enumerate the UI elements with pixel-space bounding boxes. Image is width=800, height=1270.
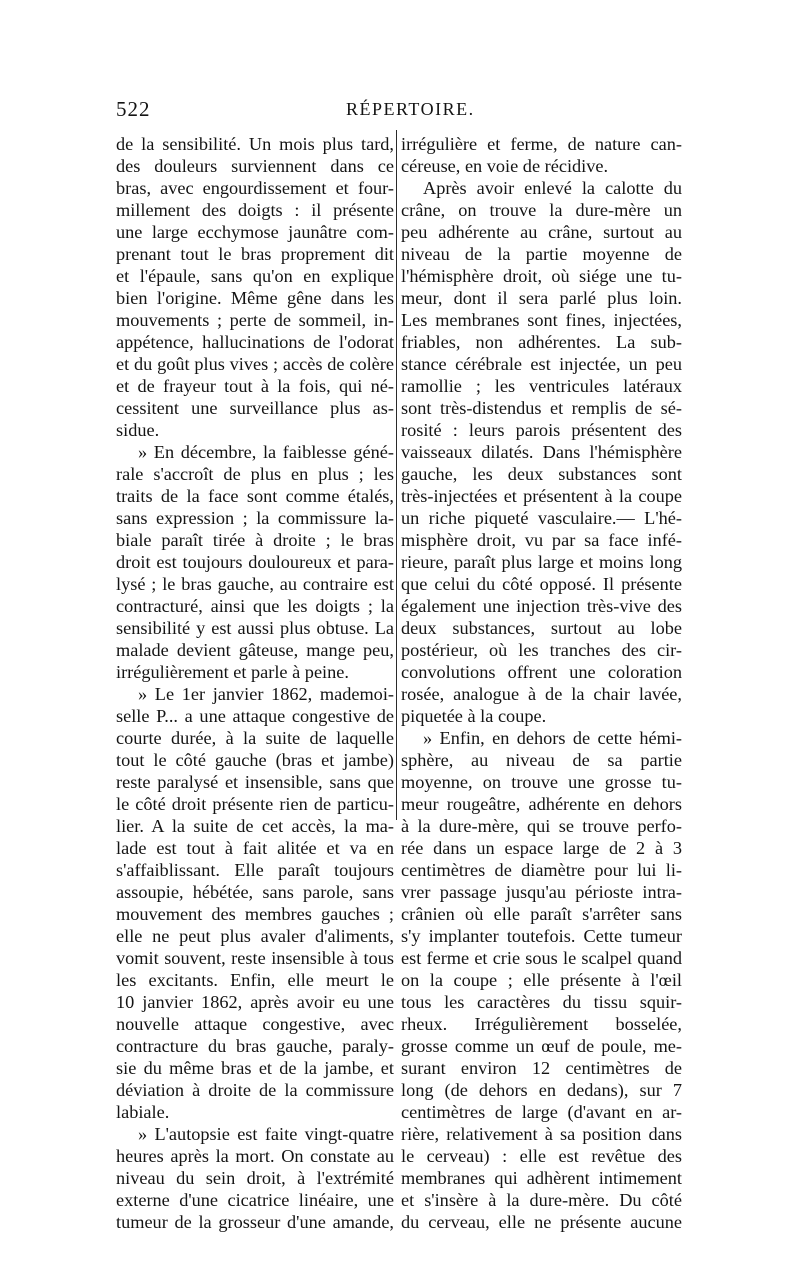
- text-line: millement des doigts : il présente: [116, 200, 394, 220]
- text-line: friables, non adhérentes. La sub-: [401, 332, 682, 352]
- text-line: gauche, les deux substances sont: [401, 464, 682, 484]
- page-number: 522: [116, 97, 151, 121]
- page-header: [116, 97, 681, 125]
- text-line: une large ecchymose jaunâtre com-: [116, 222, 394, 242]
- text-line: assoupie, hébétée, sans parole, sans: [116, 882, 394, 902]
- text-line: rieure, paraît plus large et moins long: [401, 552, 682, 572]
- text-line: Après avoir enlevé la calotte du: [423, 178, 682, 198]
- text-line: peu adhérente au crâne, surtout au: [401, 222, 682, 242]
- text-line: contracture du bras gauche, paraly-: [116, 1036, 394, 1056]
- text-line: long (de dehors en dedans), sur 7: [401, 1080, 682, 1100]
- text-line: irrégulière et ferme, de nature can-: [401, 134, 682, 154]
- text-line: ramollie ; les ventricules latéraux: [401, 376, 682, 396]
- text-line: crânien où elle paraît s'arrêter sans: [401, 904, 682, 924]
- text-line: crâne, on trouve la dure-mère un: [401, 200, 682, 220]
- text-line: malade devient gâteuse, mange peu,: [116, 640, 394, 660]
- text-line: lade est tout à fait alitée et va en: [116, 838, 394, 858]
- text-line: moyenne, on trouve une grosse tu-: [401, 772, 682, 792]
- text-line: bien l'origine. Même gêne dans les: [116, 288, 394, 308]
- text-line: que celui du côté opposé. Il présente: [401, 574, 682, 594]
- text-line: deux substances, surtout au lobe: [401, 618, 682, 638]
- text-line: vomit souvent, reste insensible à tous: [116, 948, 394, 968]
- text-line: biale paraît tirée à droite ; le bras: [116, 530, 394, 550]
- text-line: et l'épaule, sans qu'on en explique: [116, 266, 394, 286]
- text-line: traits de la face sont comme étalés,: [116, 486, 394, 506]
- running-title: RÉPERTOIRE.: [346, 99, 475, 119]
- text-line: sie du même bras et de la jambe, et: [116, 1058, 394, 1078]
- text-line: reste paralysé et insensible, sans que: [116, 772, 394, 792]
- text-line: Les membranes sont fines, injectées,: [401, 310, 682, 330]
- text-line: rheux. Irrégulièrement bosselée,: [401, 1014, 682, 1034]
- text-line: labiale.: [116, 1102, 170, 1122]
- text-line: convolutions offrent une coloration: [401, 662, 682, 682]
- text-line: contracturé, ainsi que les doigts ; la: [116, 596, 394, 616]
- text-line: heures après la mort. On constate au: [116, 1146, 394, 1166]
- text-line: courte durée, à la suite de laquelle: [116, 728, 394, 748]
- text-line: est ferme et crie sous le scalpel quand: [401, 948, 682, 968]
- text-line: un riche piqueté vasculaire.— L'hé-: [401, 508, 682, 528]
- text-line: vrer passage jusqu'au périoste intra-: [401, 882, 682, 902]
- text-line: les excitants. Enfin, elle meurt le: [116, 970, 394, 990]
- text-line: » Enfin, en dehors de cette hémi-: [423, 728, 682, 748]
- text-line: » Le 1er janvier 1862, mademoi-: [138, 684, 394, 704]
- text-line: centimètres de large (d'avant en ar-: [401, 1102, 682, 1122]
- text-line: grosse comme un œuf de poule, me-: [401, 1036, 682, 1056]
- text-line: membranes qui adhèrent intimement: [401, 1168, 682, 1188]
- text-line: et du goût plus vives ; accès de colère: [116, 354, 394, 374]
- text-line: vaisseaux dilatés. Dans l'hémisphère: [401, 442, 682, 462]
- text-line: tous les caractères du tissu squir-: [401, 992, 682, 1012]
- text-line: l'hémisphère droit, où siége une tu-: [401, 266, 682, 286]
- text-line: le côté droit présente rien de particu-: [116, 794, 394, 814]
- text-line: sphère, au niveau de sa partie: [401, 750, 682, 770]
- text-line: elle ne peut plus avaler d'aliments,: [116, 926, 394, 946]
- text-line: sidue.: [116, 420, 160, 440]
- text-line: postérieur, où les tranches des cir-: [401, 640, 682, 660]
- text-line: céreuse, en voie de récidive.: [401, 156, 609, 176]
- text-line: lysé ; le bras gauche, au contraire est: [116, 574, 394, 594]
- text-line: s'affaiblissant. Elle paraît toujours: [116, 860, 394, 880]
- text-line: de la sensibilité. Un mois plus tard,: [116, 134, 394, 154]
- text-line: cessitent une surveillance plus as-: [116, 398, 394, 418]
- column-divider: [396, 130, 397, 820]
- text-line: s'y implanter toutefois. Cette tumeur: [401, 926, 682, 946]
- text-line: tumeur de la grosseur d'une amande,: [116, 1212, 394, 1232]
- text-line: déviation à droite de la commissure: [116, 1080, 394, 1100]
- text-line: le cerveau) : elle est revêtue des: [401, 1146, 682, 1166]
- text-line: et de frayeur tout à la fois, qui né-: [116, 376, 394, 396]
- text-line: mouvement des membres gauches ;: [116, 904, 394, 924]
- text-line: misphère droit, vu par sa face infé-: [401, 530, 682, 550]
- text-line: sans expression ; la commissure la-: [116, 508, 394, 528]
- text-line: meur rougeâtre, adhérente en dehors: [401, 794, 682, 814]
- text-line: mouvements ; perte de sommeil, in-: [116, 310, 394, 330]
- text-line: du cerveau, elle ne présente aucune: [401, 1212, 682, 1232]
- text-line: bras, avec engourdissement et four-: [116, 178, 394, 198]
- text-line: des douleurs surviennent dans ce: [116, 156, 394, 176]
- text-line: prenant tout le bras proprement dit: [116, 244, 394, 264]
- text-line: appétence, hallucinations de l'odorat: [116, 332, 394, 352]
- text-line: piquetée à la coupe.: [401, 706, 547, 726]
- text-line: et s'insère à la dure-mère. Du côté: [401, 1190, 682, 1210]
- left-text-column: [116, 133, 394, 1233]
- text-line: très-injectées et présentent à la coupe: [401, 486, 682, 506]
- text-line: droit est toujours douloureux et para-: [116, 552, 394, 572]
- text-line: niveau de la partie moyenne de: [401, 244, 682, 264]
- text-line: rée dans un espace large de 2 à 3: [401, 838, 682, 858]
- text-line: à la dure-mère, qui se trouve perfo-: [401, 816, 682, 836]
- text-line: sont très-distendus et remplis de sé-: [401, 398, 682, 418]
- right-text-column: [401, 133, 682, 1233]
- text-line: nouvelle attaque congestive, avec: [116, 1014, 394, 1034]
- text-line: » L'autopsie est faite vingt-quatre: [138, 1124, 394, 1144]
- text-line: on la coupe ; elle présente à l'œil: [401, 970, 682, 990]
- text-line: rale s'accroît de plus en plus ; les: [116, 464, 394, 484]
- text-line: selle P... a une attaque congestive de: [116, 706, 394, 726]
- text-line: externe d'une cicatrice linéaire, une: [116, 1190, 394, 1210]
- text-line: 10 janvier 1862, après avoir eu une: [116, 992, 394, 1012]
- text-line: niveau du sein droit, à l'extrémité: [116, 1168, 394, 1188]
- text-line: tout le côté gauche (bras et jambe): [116, 750, 394, 770]
- text-line: centimètres de diamètre pour lui li-: [401, 860, 682, 880]
- text-line: sensibilité y est aussi plus obtuse. La: [116, 618, 394, 638]
- text-line: également une injection très-vive des: [401, 596, 682, 616]
- text-line: rosée, analogue à de la chair lavée,: [401, 684, 682, 704]
- text-line: irrégulièrement et parle à peine.: [116, 662, 349, 682]
- text-line: stance cérébrale est injectée, un peu: [401, 354, 682, 374]
- text-line: surant environ 12 centimètres de: [401, 1058, 682, 1078]
- text-line: lier. A la suite de cet accès, la ma-: [116, 816, 394, 836]
- text-line: rosité : leurs parois présentent des: [401, 420, 682, 440]
- text-line: meur, dont il sera parlé plus loin.: [401, 288, 682, 308]
- text-line: » En décembre, la faiblesse géné-: [138, 442, 394, 462]
- text-line: rière, relativement à sa position dans: [401, 1124, 682, 1144]
